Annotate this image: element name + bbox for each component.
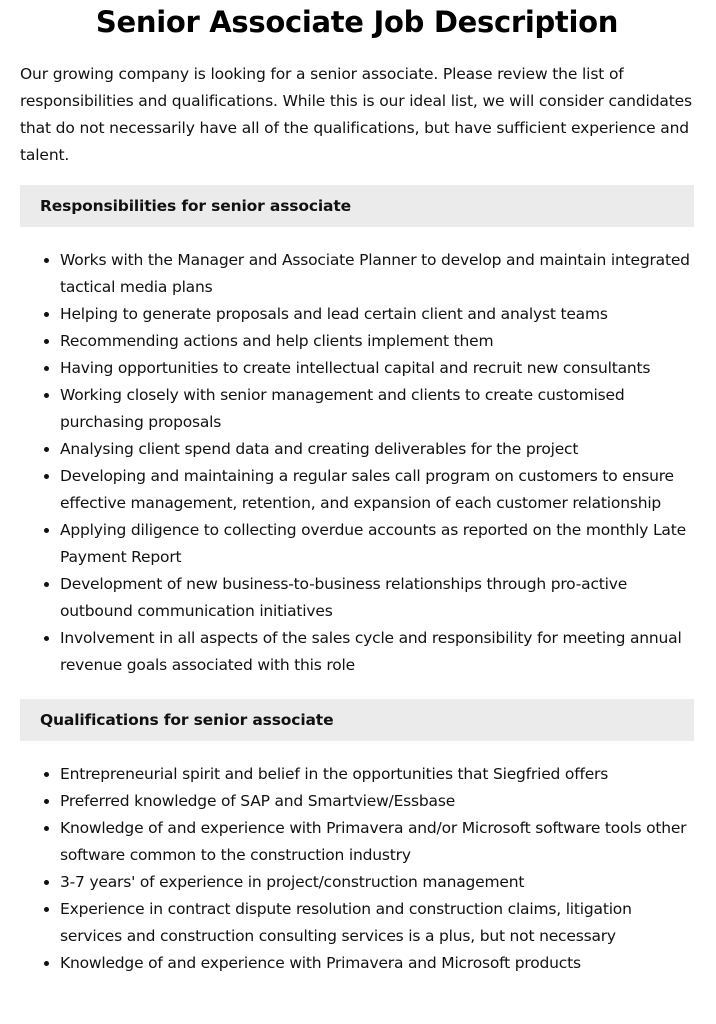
intro-paragraph: Our growing company is looking for a senior associate. Please review the list of responsibilities and qualifications. While this is our ideal list, we will consider candidates that do not necessarily have all of the qualifications, but have sufficient experience and talent. bbox=[20, 65, 692, 164]
list-item: • Knowledge of and experience with Primavera and/or Microsoft software tools other software common to the construction industry bbox=[60, 815, 694, 869]
list-item: • Works with the Manager and Associate Planner to develop and maintain integrated tactical media plans bbox=[60, 247, 694, 301]
list-item: • Involvement in all aspects of the sales cycle and responsibility for meeting annual revenue goals associated with this role bbox=[60, 625, 694, 679]
responsibilities-heading: Responsibilities for senior associate bbox=[20, 185, 694, 227]
list-item: • Working closely with senior management and clients to create customised purchasing proposals bbox=[60, 382, 694, 436]
page-title: Senior Associate Job Description bbox=[95, 5, 619, 39]
list-item: • 3-7 years' of experience in project/construction management bbox=[60, 869, 694, 896]
list-item: • Having opportunities to create intellectual capital and recruit new consultants bbox=[60, 355, 694, 382]
list-item: • Analysing client spend data and creating deliverables for the project bbox=[60, 436, 694, 463]
list-item: • Applying diligence to collecting overdue accounts as reported on the monthly Late Payment Report bbox=[60, 517, 694, 571]
list-item: • Helping to generate proposals and lead certain client and analyst teams bbox=[60, 301, 694, 328]
qualifications-section bbox=[20, 699, 694, 977]
list-item: • Entrepreneurial spirit and belief in the opportunities that Siegfried offers bbox=[60, 761, 694, 788]
list-item: • Experience in contract dispute resolution and construction claims, litigation services and construction consulting services is a plus, but not necessary bbox=[60, 896, 694, 950]
qualifications-heading: Qualifications for senior associate bbox=[20, 699, 694, 741]
list-item: • Knowledge of and experience with Primavera and Microsoft products bbox=[60, 950, 694, 977]
list-item: • Developing and maintaining a regular sales call program on customers to ensure effective management, retention, and expansion of each customer relationship bbox=[60, 463, 694, 517]
list-item: • Preferred knowledge of SAP and Smartview/Essbase bbox=[60, 788, 694, 815]
list-item: • Development of new business-to-business relationships through pro-active outbound communication initiatives bbox=[60, 571, 694, 625]
responsibilities-section bbox=[20, 185, 694, 679]
responsibilities-list bbox=[20, 247, 694, 679]
list-item: • Recommending actions and help clients implement them bbox=[60, 328, 694, 355]
qualifications-list bbox=[20, 761, 694, 977]
